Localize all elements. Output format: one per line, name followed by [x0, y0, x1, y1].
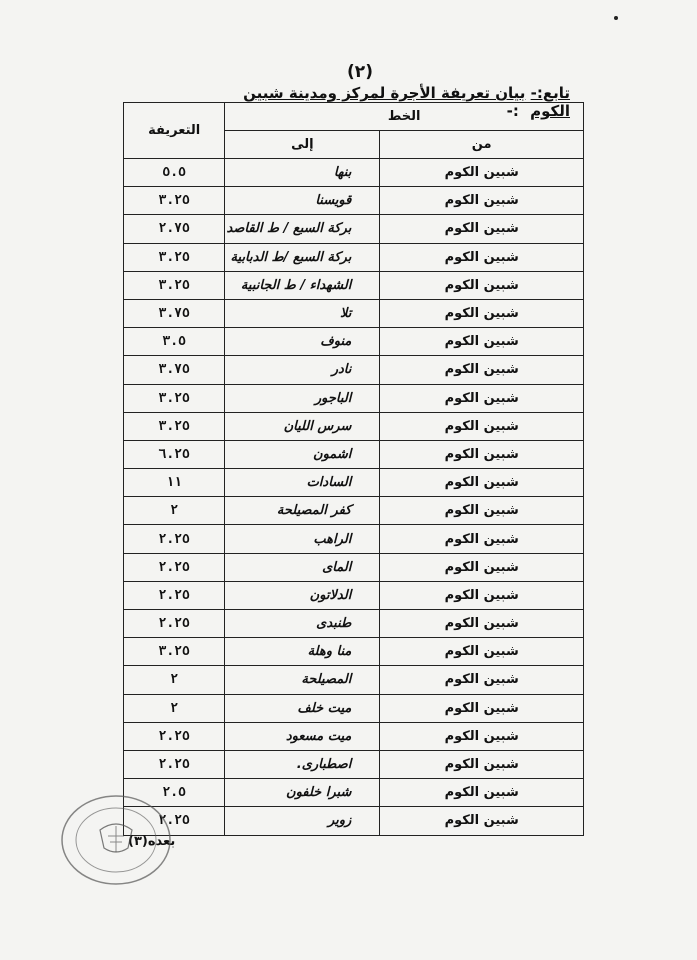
cell-fare: ١١ — [124, 469, 225, 497]
table-row — [124, 553, 584, 581]
cell-to: بركة السبع /ط الدبابية — [225, 243, 380, 271]
heading-title: بيان تعريفة الأجرة لمركز ومدينة شبين الكوم — [243, 84, 570, 120]
continued-note: بعده(٣) — [128, 834, 176, 849]
cell-from: شبين الكوم — [380, 497, 584, 525]
cell-fare: ٢.٢٥ — [124, 750, 225, 778]
table-row — [124, 215, 584, 243]
cell-fare: ٢.٢٥ — [124, 581, 225, 609]
header-from: من — [380, 131, 584, 159]
cell-to: ميت خلف — [225, 694, 380, 722]
cell-to: اصطبارى. — [225, 750, 380, 778]
heading-suffix: :- — [506, 102, 519, 120]
table-row — [124, 469, 584, 497]
table-row — [124, 750, 584, 778]
cell-from: شبين الكوم — [380, 469, 584, 497]
table-row — [124, 384, 584, 412]
cell-from: شبين الكوم — [380, 412, 584, 440]
cell-to: شبرا خلفون — [225, 779, 380, 807]
stray-mark — [614, 16, 618, 20]
cell-fare: ٣.٢٥ — [124, 243, 225, 271]
cell-fare: ٦.٢٥ — [124, 440, 225, 468]
cell-fare: ٣.٧٥ — [124, 299, 225, 327]
cell-fare: ٣.٢٥ — [124, 187, 225, 215]
cell-fare: ٢.٢٥ — [124, 610, 225, 638]
cell-from: شبين الكوم — [380, 328, 584, 356]
cell-from: شبين الكوم — [380, 610, 584, 638]
official-seal — [56, 790, 176, 890]
table-row — [124, 243, 584, 271]
cell-fare: ٣.٢٥ — [124, 412, 225, 440]
cell-to: اشمون — [225, 440, 380, 468]
cell-to: السادات — [225, 469, 380, 497]
table-row — [124, 694, 584, 722]
cell-to: كفر المصيلحة — [225, 497, 380, 525]
cell-to: بنها — [225, 159, 380, 187]
cell-to: زوير — [225, 807, 380, 835]
table-row — [124, 187, 584, 215]
cell-fare: ٢.٥ — [124, 779, 225, 807]
cell-fare: ٢.٢٥ — [124, 553, 225, 581]
cell-to: الشهداء / ط الجانبية — [225, 271, 380, 299]
cell-fare: ٢.٧٥ — [124, 215, 225, 243]
cell-from: شبين الكوم — [380, 722, 584, 750]
cell-from: شبين الكوم — [380, 159, 584, 187]
cell-from: شبين الكوم — [380, 243, 584, 271]
heading-prefix: تابع:- — [530, 84, 570, 102]
table-row — [124, 299, 584, 327]
cell-to: سرس الليان — [225, 412, 380, 440]
cell-fare: ٥.٥ — [124, 159, 225, 187]
cell-from: شبين الكوم — [380, 779, 584, 807]
cell-from: شبين الكوم — [380, 525, 584, 553]
cell-to: ميت مسعود — [225, 722, 380, 750]
cell-fare: ٢ — [124, 666, 225, 694]
header-route: الخط — [225, 103, 584, 131]
cell-fare: ٢.٢٥ — [124, 525, 225, 553]
cell-from: شبين الكوم — [380, 666, 584, 694]
cell-to: الراهب — [225, 525, 380, 553]
cell-from: شبين الكوم — [380, 750, 584, 778]
cell-from: شبين الكوم — [380, 440, 584, 468]
cell-from: شبين الكوم — [380, 694, 584, 722]
cell-fare: ٢ — [124, 694, 225, 722]
cell-from: شبين الكوم — [380, 271, 584, 299]
cell-to: طنبدى — [225, 610, 380, 638]
cell-to: الدلاتون — [225, 581, 380, 609]
cell-to: بركة السبع / ط القاصد — [225, 215, 380, 243]
table-row — [124, 581, 584, 609]
cell-to: منا وهلة — [225, 638, 380, 666]
table-row — [124, 638, 584, 666]
cell-to: قويسنا — [225, 187, 380, 215]
table-row — [124, 610, 584, 638]
table-row — [124, 328, 584, 356]
cell-from: شبين الكوم — [380, 187, 584, 215]
cell-to: المصيلحة — [225, 666, 380, 694]
table-row — [124, 271, 584, 299]
table-row — [124, 356, 584, 384]
table-row — [124, 412, 584, 440]
cell-from: شبين الكوم — [380, 356, 584, 384]
cell-to: نادر — [225, 356, 380, 384]
cell-fare: ٣.٢٥ — [124, 638, 225, 666]
cell-fare: ٢.٢٥ — [124, 722, 225, 750]
cell-from: شبين الكوم — [380, 553, 584, 581]
cell-from: شبين الكوم — [380, 581, 584, 609]
table-row — [124, 440, 584, 468]
cell-fare: ٣.٢٥ — [124, 384, 225, 412]
cell-fare: ٣.٧٥ — [124, 356, 225, 384]
table-row — [124, 779, 584, 807]
cell-fare: ٣.٥ — [124, 328, 225, 356]
header-fare: التعريفة — [124, 103, 225, 159]
table-row — [124, 807, 584, 835]
cell-from: شبين الكوم — [380, 807, 584, 835]
cell-from: شبين الكوم — [380, 215, 584, 243]
page-number: (٢) — [347, 62, 373, 82]
fare-table — [123, 102, 584, 836]
cell-from: شبين الكوم — [380, 299, 584, 327]
table-row — [124, 666, 584, 694]
table-row — [124, 159, 584, 187]
table-row — [124, 497, 584, 525]
cell-from: شبين الكوم — [380, 384, 584, 412]
header-to: إلى — [225, 131, 380, 159]
table-row — [124, 722, 584, 750]
cell-from: شبين الكوم — [380, 638, 584, 666]
cell-to: تلا — [225, 299, 380, 327]
cell-fare: ٢ — [124, 497, 225, 525]
table-row — [124, 525, 584, 553]
fare-rows — [124, 159, 584, 836]
cell-fare: ٢.٢٥ — [124, 807, 225, 835]
cell-to: منوف — [225, 328, 380, 356]
cell-to: الماى — [225, 553, 380, 581]
cell-fare: ٣.٢٥ — [124, 271, 225, 299]
cell-to: الباجور — [225, 384, 380, 412]
